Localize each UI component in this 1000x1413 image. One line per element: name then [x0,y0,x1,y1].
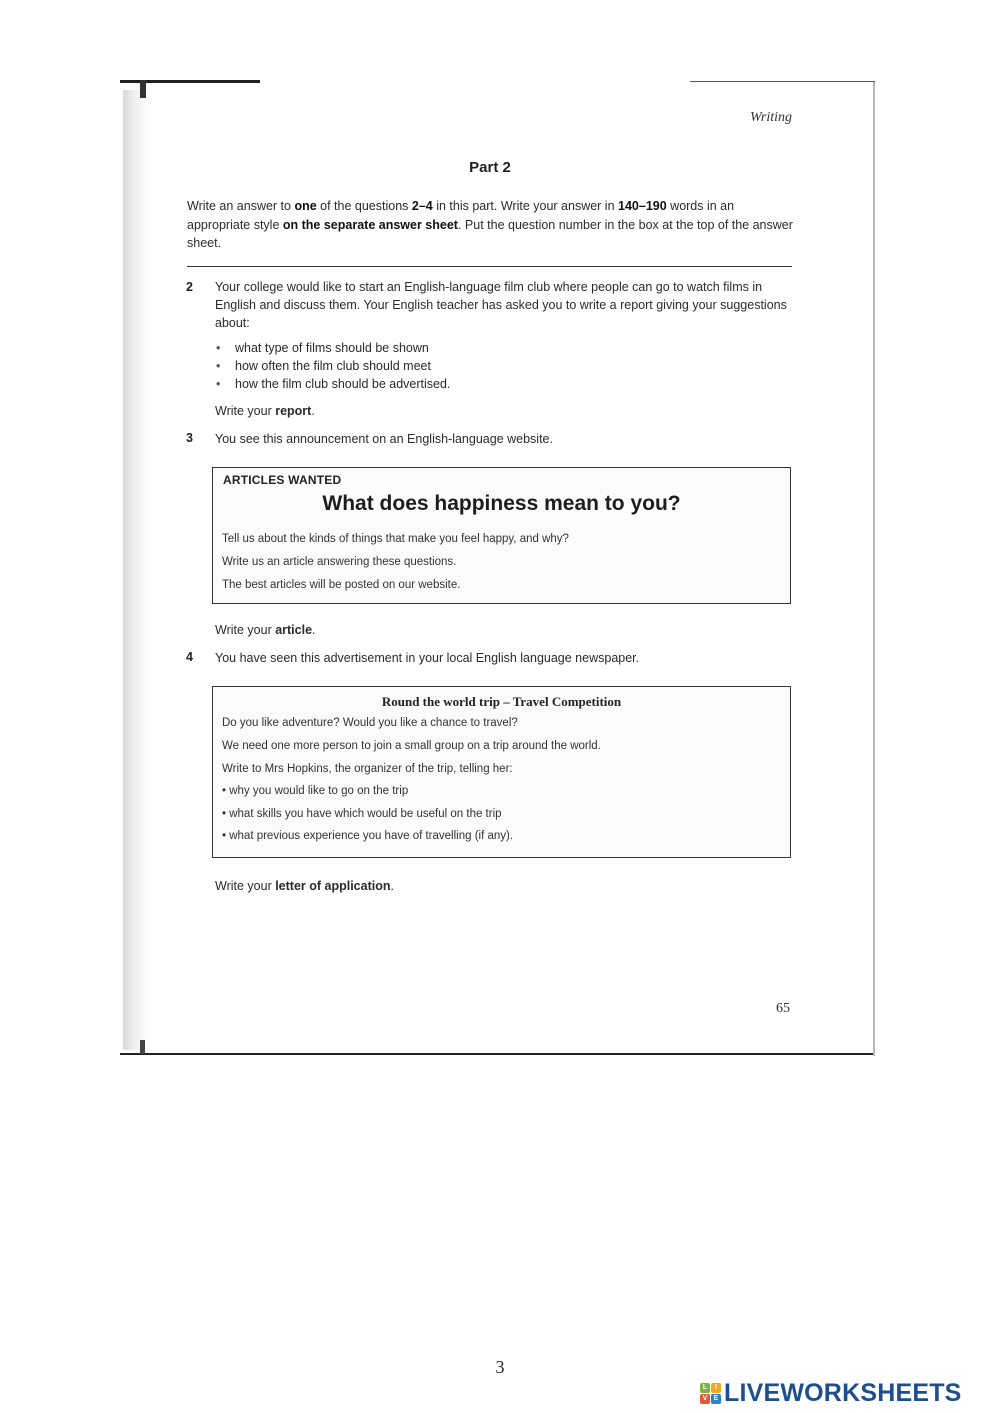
list-item: • how often the film club should meet [215,357,775,375]
list-item: • what type of films should be shown [215,339,775,357]
instructions: Write an answer to one of the questions 2–4 in this part. Write your answer in 140–190 words in an appropriate style on the separate answer sheet. Put the question number in the box at the top of the answer sheet. [187,199,793,250]
worksheet-page-number: 3 [495,1357,505,1377]
question-number: 4 [186,650,193,664]
question-text: Your college would like to start an English-language film club where people can go to watch films in English and discuss them. Your English teacher has asked you to write a report giving your suggestions about: [215,280,787,330]
question-number: 2 [186,280,193,294]
list-item: • how the film club should be advertised. [215,375,775,393]
advertisement-line: • what previous experience you have of travelling (if any). [222,830,514,842]
liveworksheets-icon: L I V E [700,1383,721,1404]
advertisement-line: • what skills you have which would be useful on the trip [222,808,502,820]
announcement-line: Tell us about the kinds of things that make you feel happy, and why? [222,533,569,545]
scan-shadow [123,90,151,1050]
top-right-rule [690,81,875,82]
top-left-bracket [140,80,146,98]
advertisement-box [212,686,791,858]
announcement-headline: What does happiness mean to you? [322,492,681,515]
liveworksheets-logo [700,1378,992,1408]
advertisement-line: We need one more person to join a small group on a trip around the world. [222,740,601,752]
suggestion-list [215,339,775,393]
task-line: Write your article. [215,623,316,637]
page-right-edge [873,82,875,1056]
advertisement-line: • why you would like to go on the trip [222,785,409,797]
question-number: 3 [186,431,193,445]
bottom-left-bracket [140,1040,145,1054]
part-title: Part 2 [469,159,511,176]
task-line: Write your report. [215,404,315,418]
announcement-kicker: ARTICLES WANTED [223,473,342,487]
advertisement-line: Do you like adventure? Would you like a chance to travel? [222,717,518,729]
question-text: You have seen this advertisement in your local English language newspaper. [215,651,640,665]
announcement-line: The best articles will be posted on our website. [222,579,461,591]
advertisement-title: Round the world trip – Travel Competition [381,694,622,709]
brand-name: LIVEWORKSHEETS [724,1378,962,1407]
instructions-divider [187,266,792,267]
announcement-box [212,467,791,604]
task-line: Write your letter of application. [215,879,394,893]
bottom-rule [120,1053,875,1055]
advertisement-line: Write to Mrs Hopkins, the organizer of the trip, telling her: [222,763,513,775]
section-header: Writing [749,110,792,125]
book-page-number: 65 [776,1001,790,1016]
announcement-line: Write us an article answering these questions. [222,556,457,568]
question-text: You see this announcement on an English-language website. [215,432,553,446]
